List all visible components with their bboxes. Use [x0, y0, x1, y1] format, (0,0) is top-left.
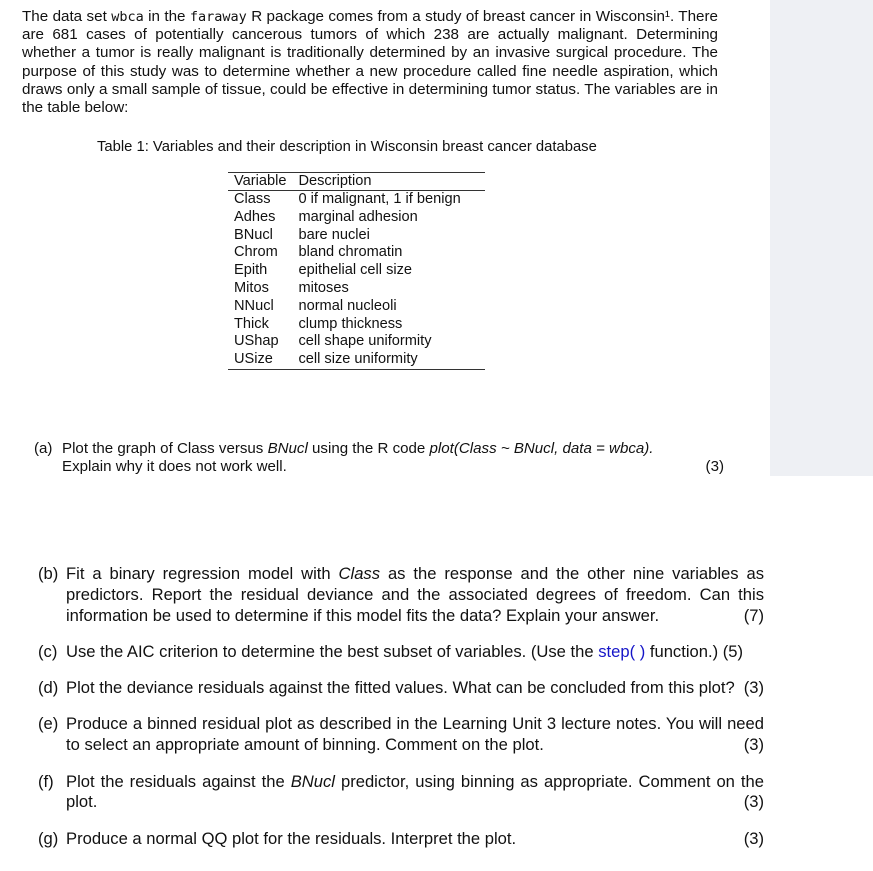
variable-cell: BNucl: [234, 226, 273, 243]
question-label: (b): [38, 564, 59, 583]
question-label: (c): [38, 641, 58, 661]
question-label: (d): [38, 678, 59, 698]
description-cell: normal nucleoli: [298, 297, 397, 314]
variable-cell: Thick: [234, 315, 269, 332]
question-marks: (3): [743, 828, 764, 848]
question-b-text-2: as the response and the other nine variables as predictors. Report the residual deviance and the associated degrees of freedom. Can this information be used to determine if this model fits the data? Explain your answer.: [66, 564, 764, 625]
variable-cell: UShap: [234, 333, 279, 350]
question-g: [38, 829, 764, 850]
description-cell: bare nuclei: [298, 226, 370, 243]
question-text: [66, 642, 764, 663]
question-marks: (3): [743, 678, 764, 698]
intro-text-1: The data set: [22, 8, 107, 25]
variable-cell: NNucl: [234, 297, 274, 314]
variable-cell: Mitos: [234, 279, 269, 296]
table-row: [228, 262, 485, 280]
variable-cell: Class: [234, 191, 271, 207]
question-text: [66, 714, 764, 756]
question-list: [38, 564, 764, 865]
header-description: Description: [298, 173, 372, 189]
question-marks: (7): [743, 605, 764, 625]
question-text: [66, 678, 764, 699]
table-row: [228, 298, 485, 316]
question-text: [62, 440, 724, 477]
question-marks: (3): [743, 792, 764, 812]
question-a: [34, 440, 724, 477]
variable-cell: USize: [234, 351, 273, 368]
dataset-name: wbca: [111, 9, 144, 25]
viewer-background-strip: [770, 0, 873, 476]
question-marks: (3): [743, 735, 764, 755]
question-c: [38, 642, 764, 663]
question-b: [38, 564, 764, 626]
question-label: (f): [38, 771, 54, 791]
description-cell: epithelial cell size: [298, 262, 413, 279]
variable-cell: Epith: [234, 262, 268, 279]
question-f-variable: BNucl: [290, 771, 335, 791]
intro-text-3: R package comes from a study of breast cancer in Wisconsin¹. There are 681 cases of potentially cancerous tumors of which 238 are actually malignant. Determining whether a tumor is really malignant is traditionally determined by an invasive surgical procedure. The purpose of this study was to determine whether a new procedure called fine needle aspiration, which draws only a small sample of tissue, could be effective in determining tumor status. The variables are in the table below:: [22, 8, 718, 117]
description-cell: cell size uniformity: [298, 351, 418, 368]
question-text: [66, 829, 764, 850]
description-cell: cell shape uniformity: [298, 333, 432, 350]
description-cell: marginal adhesion: [298, 208, 418, 225]
question-label: (g): [38, 828, 59, 848]
variables-table: [228, 172, 485, 370]
question-a-text-3: Explain why it does not work well.: [62, 458, 287, 476]
question-b-text-1: Fit a binary regression model with: [66, 564, 331, 583]
question-a-code: plot(Class ~ BNucl, data = wbca).: [429, 440, 654, 457]
question-e-text: Produce a binned residual plot as described in the Learning Unit 3 lecture notes. You will need to select an appropriate amount of binning. Comment on the plot.: [66, 714, 764, 755]
question-text: [66, 564, 764, 626]
question-f-text-2: predictor, using binning as appropriate. Comment on the plot.: [66, 771, 764, 812]
table-row: [228, 191, 485, 209]
question-c-text-2: function.): [649, 641, 719, 661]
question-a-text-2: using the R code: [312, 440, 426, 457]
question-a-variable: BNucl: [267, 440, 308, 457]
table-caption: Table 1: Variables and their description in Wisconsin breast cancer database: [97, 139, 597, 155]
table-row: [228, 244, 485, 262]
question-a-text-1: Plot the graph of Class versus: [62, 440, 264, 457]
intro-paragraph: [22, 8, 718, 117]
step-function-link[interactable]: step( ): [598, 641, 646, 661]
table-row: [228, 209, 485, 227]
table-row: [228, 227, 485, 245]
question-f-text-1: Plot the residuals against the: [66, 771, 285, 791]
question-label: (e): [38, 714, 59, 734]
question-label: (a): [34, 440, 53, 457]
table-row: [228, 351, 485, 369]
variable-cell: Chrom: [234, 244, 278, 261]
description-cell: 0 if malignant, 1 if benign: [298, 191, 461, 207]
table-header-row: [228, 173, 485, 191]
header-variable: Variable: [234, 173, 287, 189]
question-text: [66, 772, 764, 814]
question-marks: (5): [722, 641, 744, 661]
table-row: [228, 316, 485, 334]
question-marks: (3): [705, 458, 724, 476]
question-f: [38, 772, 764, 814]
description-cell: mitoses: [298, 279, 349, 296]
question-c-text-1: Use the AIC criterion to determine the best subset of variables. (Use the: [66, 641, 594, 661]
question-d-text: Plot the deviance residuals against the fitted values. What can be concluded from this plot?: [66, 678, 735, 698]
intro-text-2: in the: [148, 8, 186, 25]
question-d: [38, 678, 764, 699]
description-cell: bland chromatin: [298, 244, 403, 261]
table-row: [228, 280, 485, 298]
description-cell: clump thickness: [298, 315, 403, 332]
package-name: faraway: [189, 9, 247, 25]
variable-cell: Adhes: [234, 208, 276, 225]
question-e: [38, 714, 764, 756]
question-b-variable: Class: [338, 564, 381, 583]
table-row: [228, 333, 485, 351]
question-g-text: Produce a normal QQ plot for the residuals. Interpret the plot.: [66, 828, 517, 848]
